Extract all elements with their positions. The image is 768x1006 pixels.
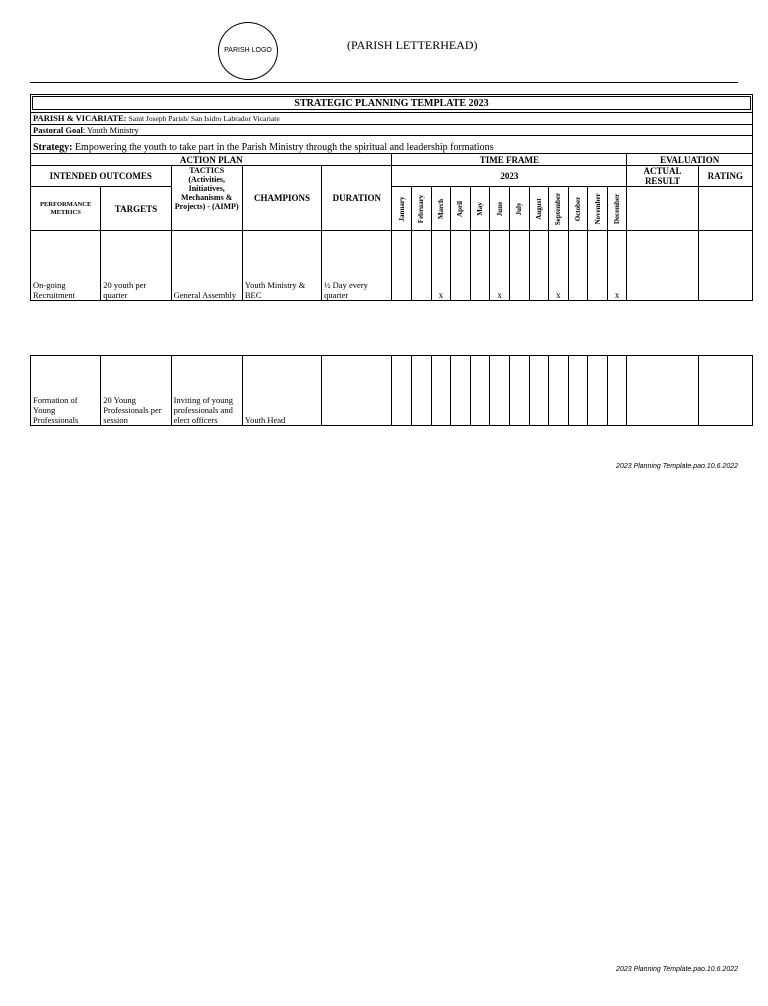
month-header — [549, 187, 569, 231]
month-header — [431, 187, 451, 231]
targets-header: TARGETS — [101, 187, 171, 231]
month-header — [392, 187, 412, 231]
parish-row — [31, 113, 753, 125]
month-header — [451, 187, 471, 231]
month-label: October — [573, 196, 582, 221]
tactic-cell: General Assembly — [171, 231, 242, 301]
month-mark — [470, 356, 490, 426]
evaluation-header: EVALUATION — [627, 154, 753, 166]
table-row — [31, 356, 753, 426]
rating-cell — [698, 231, 752, 301]
month-mark — [392, 356, 412, 426]
month-mark: x — [490, 231, 510, 301]
month-mark: x — [607, 231, 627, 301]
parish-value: Saint Joseph Parish/ San Isidro Labrador Vicariate — [128, 114, 280, 123]
month-mark — [509, 356, 529, 426]
month-mark — [568, 356, 588, 426]
month-header — [412, 187, 432, 231]
target-cell: 20 Young Professionals per session — [101, 356, 171, 426]
goal-value: : Youth Ministry — [82, 125, 139, 135]
month-mark — [588, 231, 608, 301]
action-plan-header: ACTION PLAN — [31, 154, 392, 166]
page-footer: 2023 Planning Template.pao.10.6.2022 — [616, 966, 738, 973]
time-frame-header: TIME FRAME — [392, 154, 627, 166]
month-header — [470, 187, 490, 231]
month-label: February — [417, 194, 426, 223]
month-mark — [529, 356, 549, 426]
tactic-cell: Inviting of young professionals and elect officers — [171, 356, 242, 426]
month-label: September — [554, 192, 563, 225]
month-mark — [451, 356, 471, 426]
champion-cell: Youth Head — [242, 356, 321, 426]
month-mark — [490, 356, 510, 426]
month-mark — [431, 356, 451, 426]
performance-metrics-header: PERFORMANCE METRICS — [31, 187, 101, 231]
actual-result-cell — [627, 356, 698, 426]
rating-header: RATING — [698, 166, 752, 187]
metric-cell: On-going Recruitment — [31, 231, 101, 301]
month-header — [588, 187, 608, 231]
month-header — [568, 187, 588, 231]
planning-table-continued — [30, 355, 753, 426]
logo-text: PARISH LOGO — [224, 47, 272, 54]
month-label: August — [534, 197, 543, 220]
tactics-header: TACTICS (Activities, Initiatives, Mechanisms & Projects) - (AIMP) — [171, 166, 242, 231]
metric-cell: Formation of Young Professionals — [31, 356, 101, 426]
month-mark — [588, 356, 608, 426]
month-mark — [607, 356, 627, 426]
month-header — [607, 187, 627, 231]
month-label: April — [456, 200, 465, 217]
month-mark — [509, 231, 529, 301]
parish-label: PARISH & VICARIATE: — [33, 113, 127, 123]
month-mark: x — [431, 231, 451, 301]
table-row — [31, 231, 753, 301]
intended-outcomes-header: INTENDED OUTCOMES — [31, 166, 172, 187]
duration-cell: ½ Day every quarter — [322, 231, 392, 301]
rating-cell — [698, 187, 752, 231]
month-mark — [568, 231, 588, 301]
planning-table — [30, 94, 753, 301]
actual-result-header: ACTUAL RESULT — [627, 166, 698, 187]
month-label: December — [613, 193, 622, 224]
month-label: May — [476, 201, 485, 216]
strategy-value: Empowering the youth to take part in the Parish Ministry through the spiritual and leadership formations — [74, 142, 494, 153]
letterhead: (PARISH LETTERHEAD) — [347, 38, 478, 52]
strategy-row — [31, 136, 753, 154]
month-mark — [549, 356, 569, 426]
strategy-label: Strategy: — [33, 142, 73, 153]
header-divider — [30, 82, 738, 83]
month-mark — [451, 231, 471, 301]
month-mark: x — [549, 231, 569, 301]
goal-row — [31, 125, 753, 136]
champions-header: CHAMPIONS — [242, 166, 321, 231]
month-mark — [392, 231, 412, 301]
duration-header: DURATION — [322, 166, 392, 231]
parish-logo — [218, 22, 278, 80]
month-label: July — [515, 202, 524, 215]
title-cell — [31, 95, 753, 113]
actual-result-cell — [627, 187, 698, 231]
form-title: STRATEGIC PLANNING TEMPLATE 2023 — [32, 96, 751, 110]
month-header — [509, 187, 529, 231]
duration-cell — [322, 356, 392, 426]
page-footer: 2023 Planning Template.pao.10.6.2022 — [616, 463, 738, 470]
month-mark — [529, 231, 549, 301]
champion-cell: Youth Ministry & BEC — [242, 231, 321, 301]
goal-label: Pastoral Goal — [33, 125, 83, 135]
actual-result-cell — [627, 231, 698, 301]
month-mark — [412, 231, 432, 301]
year-header: 2023 — [392, 166, 627, 187]
month-label: March — [436, 198, 445, 219]
month-label: June — [495, 201, 504, 216]
month-label: January — [397, 196, 406, 221]
target-cell: 20 youth per quarter — [101, 231, 171, 301]
rating-cell — [698, 356, 752, 426]
month-header — [529, 187, 549, 231]
month-header — [490, 187, 510, 231]
month-label: November — [593, 192, 602, 225]
month-mark — [470, 231, 490, 301]
month-mark — [412, 356, 432, 426]
